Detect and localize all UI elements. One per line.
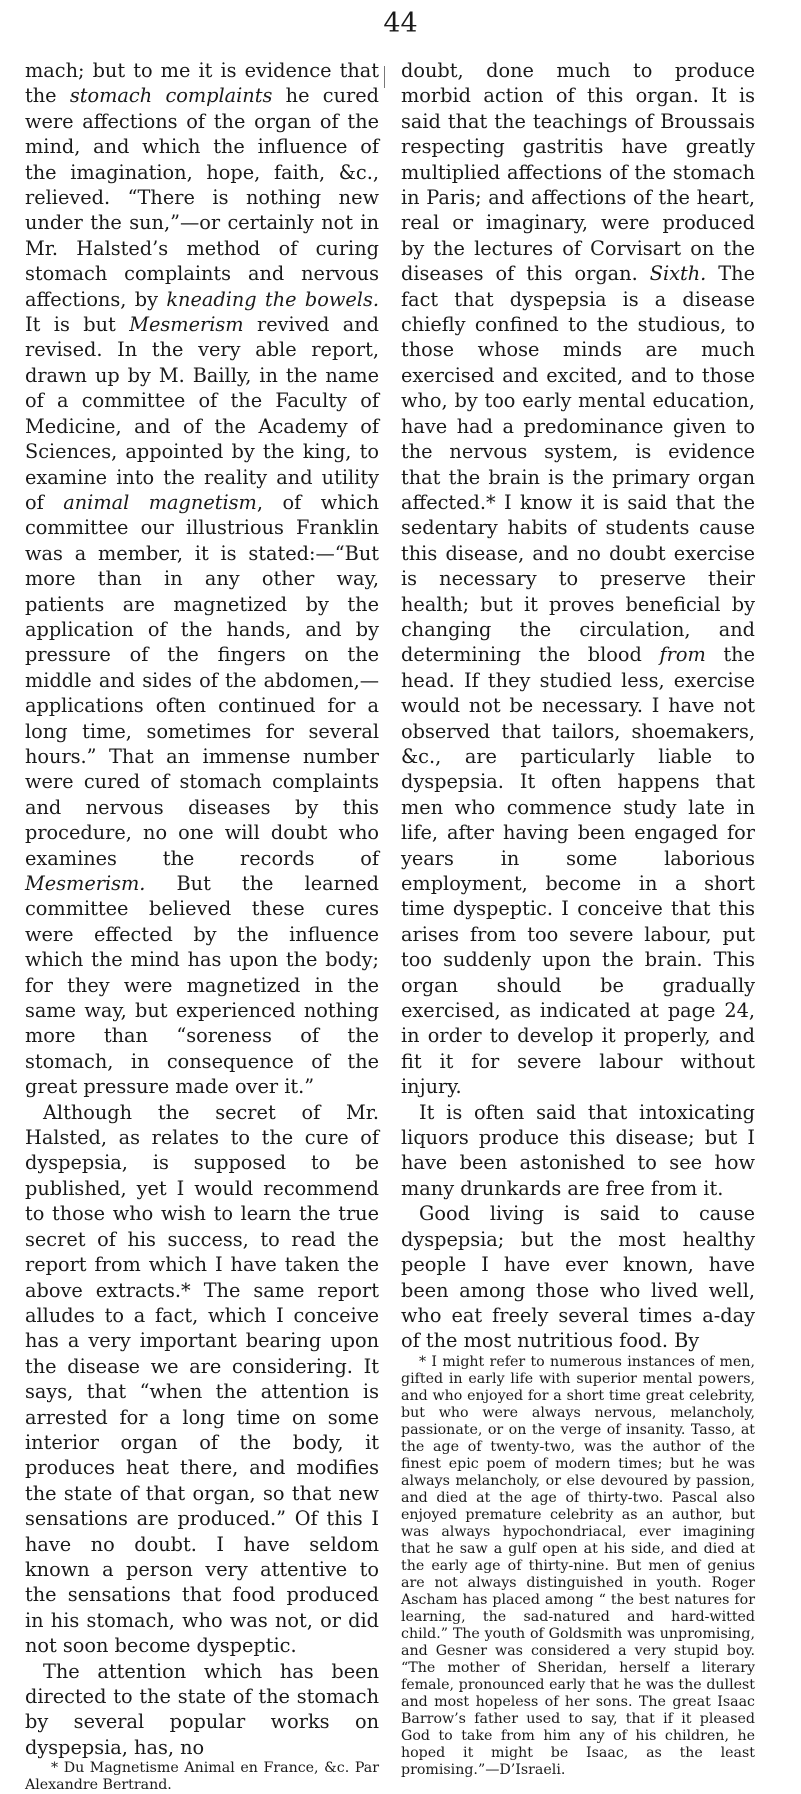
left-paragraph-2: Although the secret of Mr. Halsted, as relates to the cure of dyspepsia, is supposed to be published, yet I would recommend to those who wish to learn the true secret of his success, to read the report from which I have taken the above extracts.* The same report alludes to a fact, which I conceive has a very important bearing upon the disease we are considering. It says, that “when the attention is arrested for a long time on some interior organ of the body, it produces heat there, and modifies the state of that organ, so that new sensations are produced.” Of this I have no doubt. I have seldom known a person very attentive to the sensations that food produced in his stomach, who was not, or did not soon become dyspeptic. bbox=[25, 1100, 379, 1658]
left-paragraph-1: mach; but to me it is evidence that the stomach complaints he cured were affections of the organ of the mind, and which the influence of the imagination, hope, faith, &c., relieved. “There is nothing new under the sun,”—or certainly not in Mr. Halsted’s method of curing stomach complaints and nervous affections, by kneading the bowels. It is but Mesmerism revived and revised. In the very able report, drawn up by M. Bailly, in the name of a committee of the Faculty of Medicine, and of the Academy of Sciences, appointed by the king, to examine into the reality and utility of animal magnetism, of which committee our illustrious Franklin was a member, it is stated:—“But more than in any other way, patients are magnetized by the application of the hands, and by pressure of the fingers on the middle and sides of the abdomen,—applications often continued for a long time, sometimes for several hours.” That an immense number were cured of stomach complaints and nervous diseases by this procedure, no one will doubt who examines the records of Mesmerism. But the learned committee believed these cures were effected by the influence which the mind has upon the body; for they were magnetized in the same way, but experienced nothing more than “soreness of the stomach, in consequence of the great pressure made over it.” bbox=[25, 59, 380, 1099]
left-paragraph-3: The attention which has been directed to the state of the stomach by several popular works on dyspepsia, has, no bbox=[25, 1659, 379, 1759]
emphasis-mesmerism: Mesmerism bbox=[129, 313, 244, 337]
emphasis-kneading-the-bowels: kneading the bowels. bbox=[166, 287, 379, 311]
left-footnote: * Du Magnetisme Animal en France, &c. Par Alexandre Bertrand. bbox=[25, 1760, 379, 1794]
right-paragraph-1: doubt, done much to produce morbid action of this organ. It is said that the teachings of Broussais respecting gastritis have greatly multiplied affections of the stomach in Paris; and affections of the heart, real or imaginary, were produced by the lectures of Corvisart on the diseases of this organ. Sixth. The fact that dyspepsia is a disease chiefly confined to the studious, to those whose minds are much exercised and excited, and to those who, by too early mental education, have had a predominance given to the nervous system, is evidence that the brain is the primary organ affected.* I know it is said that the sedentary habits of students cause this disease, and no doubt exercise is necessary to preserve their health; but it proves beneficial by changing the circulation, and determining the blood from the head. If they studied less, exercise would not be necessary. I have not observed that tailors, shoemakers, &c., are particularly liable to dyspepsia. It often happens that men who commence study late in life, after having been engaged for years in some laborious employment, become in a short time dyspeptic. I conceive that this arises from too severe labour, put too suddenly upon the brain. This organ should be gradually exercised, as indicated at page 24, in order to develop it properly, and fit it for severe labour without injury. bbox=[401, 59, 755, 1099]
right-column bbox=[401, 58, 755, 1779]
emphasis-animal-magnetism: animal magnetism bbox=[63, 490, 257, 514]
emphasis-stomach-complaints: stomach complaints bbox=[69, 84, 273, 108]
right-paragraph-3: Good living is said to cause dyspepsia; but the most healthy people I have ever known, have been among those who lived well, who eat freely several times a-day of the most nutritious food. By bbox=[401, 1202, 755, 1353]
emphasis-from: from bbox=[659, 643, 706, 667]
right-footnote: * I might refer to numerous instances of men, gifted in early life with superior mental powers, and who enjoyed for a short time great celebrity, but who were always nervous, melancholy, passionate, or on the verge of insanity. Tasso, at the age of twenty-two, was the author of the finest epic poem of modern times; but he was always melancholy, or else devoured by passion, and died at the age of thirty-two. Pascal also enjoyed premature celebrity as an author, but was always hypochondriacal, ever imagining that he saw a gulf open at his side, and died at the early age of thirty-nine. But men of genius are not always distinguished in youth. Roger Ascham has placed among “ the best natures for learning, the sad-natured and hard-witted child.” The youth of Goldsmith was unpromising, and Gesner was considered a very stupid boy. “The mother of Sheridan, herself a literary female, pronounced early that he was the dullest and most hopeless of her sons. The great Isaac Barrow’s father used to say, that if it pleased God to take from him any of his children, he hoped it might be Isaac, as the least promising.”—D’Israeli. bbox=[401, 1353, 755, 1778]
emphasis-mesmerism-2: Mesmerism. bbox=[25, 872, 146, 895]
right-paragraph-2: It is often said that intoxicating liquors produce this disease; but I have been astonished to see how many drunkards are free from it. bbox=[401, 1100, 755, 1200]
page-number: 44 bbox=[383, 8, 418, 39]
emphasis-sixth: Sixth. bbox=[649, 262, 707, 286]
column-divider bbox=[384, 66, 385, 88]
left-column bbox=[25, 58, 379, 1794]
